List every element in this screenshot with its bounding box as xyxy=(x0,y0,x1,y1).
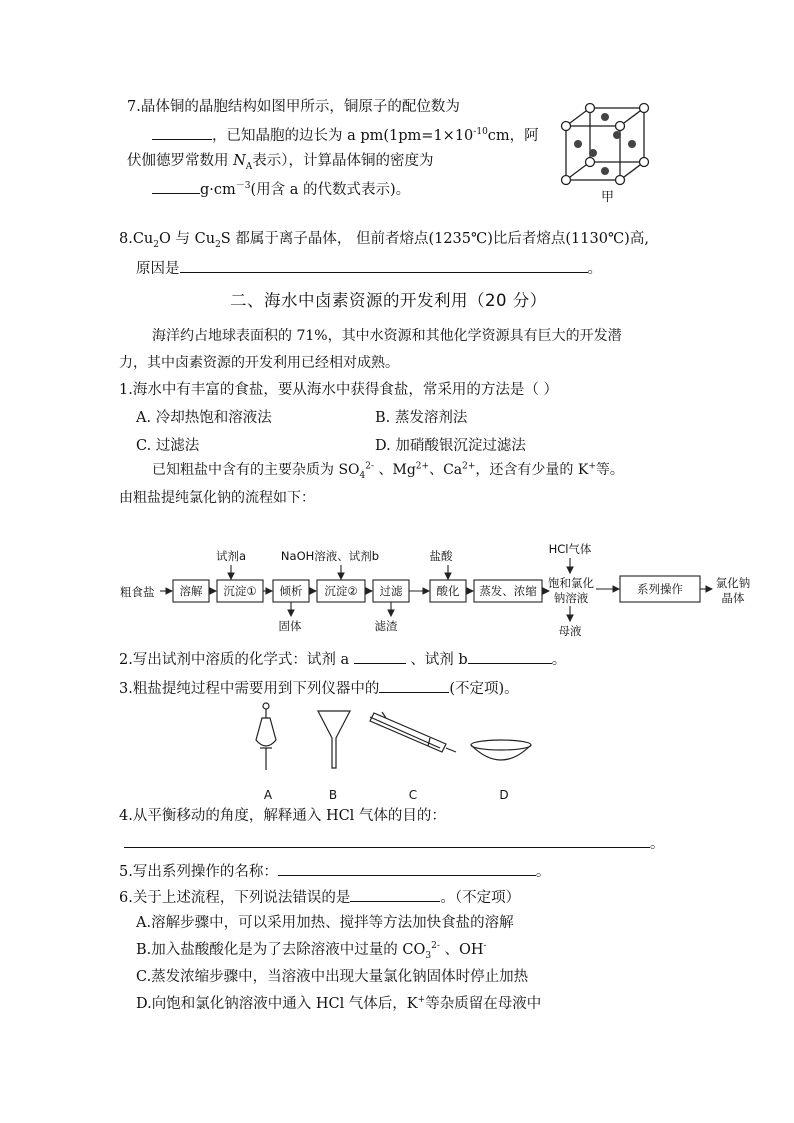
q5-blank[interactable] xyxy=(278,860,536,876)
q8-line1: $8.Cu_2O$ 与 $Cu_2S$ 都属于离子晶体， 但前者熔点(1235℃)比后者熔点(1130℃)高, xyxy=(119,231,649,250)
q6-option-d[interactable]: D.向饱和氯化钠溶液中通入 HCl 气体后，K+等杂质留在母液中 xyxy=(136,995,542,1012)
q7-line3: 伏伽德罗常数用 $N_A$表示），计算晶体铜的密度为 xyxy=(127,153,434,172)
flow-box-label: 过滤 xyxy=(379,584,403,598)
q6-option-a[interactable]: A.溶解步骤中，可以采用加热、搅拌等方法加快食盐的溶解 xyxy=(136,915,514,931)
flow-saturated-l2: 钠溶液 xyxy=(553,591,589,605)
flow-box-label: 酸化 xyxy=(436,584,460,598)
condenser-icon xyxy=(370,712,456,752)
q4-stem: 4.从平衡移动的角度，解释通入 HCl 气体的目的： xyxy=(119,808,446,824)
q6-blank[interactable] xyxy=(350,886,440,902)
flow-saturated-l1: 饱和氯化 xyxy=(548,576,594,590)
separatory-funnel-icon xyxy=(256,703,276,770)
flow-start: 粗食盐 xyxy=(120,585,155,599)
flow-hcl: HCl气体 xyxy=(548,542,592,556)
q6-option-b[interactable]: B.加入盐酸酸化是为了去除溶液中过量的 $CO_3^{2-}$ 、OH- xyxy=(136,941,487,961)
section-title: 二、海水中卤素资源的开发利用（20 分） xyxy=(230,291,547,310)
apparatus-label-b: B xyxy=(328,788,338,802)
q4-blank[interactable] xyxy=(124,832,650,848)
q2-line: 2.写出试剂中溶质的化学式：试剂 a 、试剂 b 。 xyxy=(119,648,566,670)
q1-option-a[interactable]: A. 冷却热饱和溶液法 xyxy=(136,410,272,426)
q3-line: 3.粗盐提纯过程中需要用到下列仪器中的 (不定项)。 xyxy=(119,677,519,699)
flow-box-label: 系列操作 xyxy=(637,582,683,596)
impurity-line2: 由粗盐提纯氯化钠的流程如下： xyxy=(119,490,315,506)
q7-line1: 7.晶体铜的晶胞结构如图甲所示，铜原子的配位数为 xyxy=(127,99,460,115)
flow-reagent-b: NaOH溶液、试剂b xyxy=(280,549,380,563)
flow-box-label: 溶解 xyxy=(179,584,203,598)
q7-line2: ，已知晶胞的边长为 a $pm(1pm=1\times 10^{-10}cm$，阿 xyxy=(152,124,539,146)
flow-box-label: 倾析 xyxy=(279,584,303,598)
apparatus-label-a: A xyxy=(263,788,273,802)
evaporating-dish-icon xyxy=(471,740,531,760)
impurity-line1: 已知粗盐中含有的主要杂质为 $SO_4^{2-}$ 、$Mg^{2+}$、$Ca^{2+}$，还含有少量的 K+等。 xyxy=(152,461,624,481)
flow-box-label: 蒸发、浓缩 xyxy=(479,584,537,598)
q7-line4: $g\cdot cm^{-3}$(用含 a 的代数式表示)。 xyxy=(152,178,410,200)
flow-solid: 固体 xyxy=(278,619,302,633)
q8-line2: 原因是 。 xyxy=(136,257,602,279)
q1-option-c[interactable]: C. 过滤法 xyxy=(136,438,200,454)
q6-stem: 6.关于上述流程，下列说法错误的是 。（不定项） xyxy=(119,886,520,908)
section-intro-line1: 海洋约占地球表面积的 71%，其中水资源和其他化学资源具有巨大的开发潜 xyxy=(152,328,622,344)
q6-option-c[interactable]: C.蒸发浓缩步骤中，当溶液中出现大量氯化钠固体时停止加热 xyxy=(136,969,529,985)
flow-residue: 滤渣 xyxy=(374,619,398,633)
section-intro-line2: 力，其中卤素资源的开发利用已经相对成熟。 xyxy=(119,355,399,371)
flow-end-l1: 氯化钠 xyxy=(715,576,751,590)
figure-label: 甲 xyxy=(601,190,615,205)
q4-answer-line: 。 xyxy=(124,832,665,854)
flow-acid: 盐酸 xyxy=(429,549,453,563)
funnel-icon xyxy=(318,711,350,768)
apparatus-label-c: C xyxy=(408,788,418,802)
flow-end-l2: 晶体 xyxy=(721,591,745,605)
flow-mother-liquor: 母液 xyxy=(558,624,582,638)
q1-option-b[interactable]: B. 蒸发溶剂法 xyxy=(375,410,468,426)
q1-option-d[interactable]: D. 加硝酸银沉淀过滤法 xyxy=(375,438,526,454)
q5-line: 5.写出系列操作的名称： 。 xyxy=(119,860,550,882)
apparatus-label-d: D xyxy=(499,788,509,802)
q1-stem: 1.海水中有丰富的食盐，要从海水中获得食盐，常采用的方法是（ ） xyxy=(119,382,558,398)
flow-reagent-a: 试剂a xyxy=(215,549,247,563)
flow-box-label: 沉淀① xyxy=(223,584,257,598)
flow-box-label: 沉淀② xyxy=(324,584,358,598)
